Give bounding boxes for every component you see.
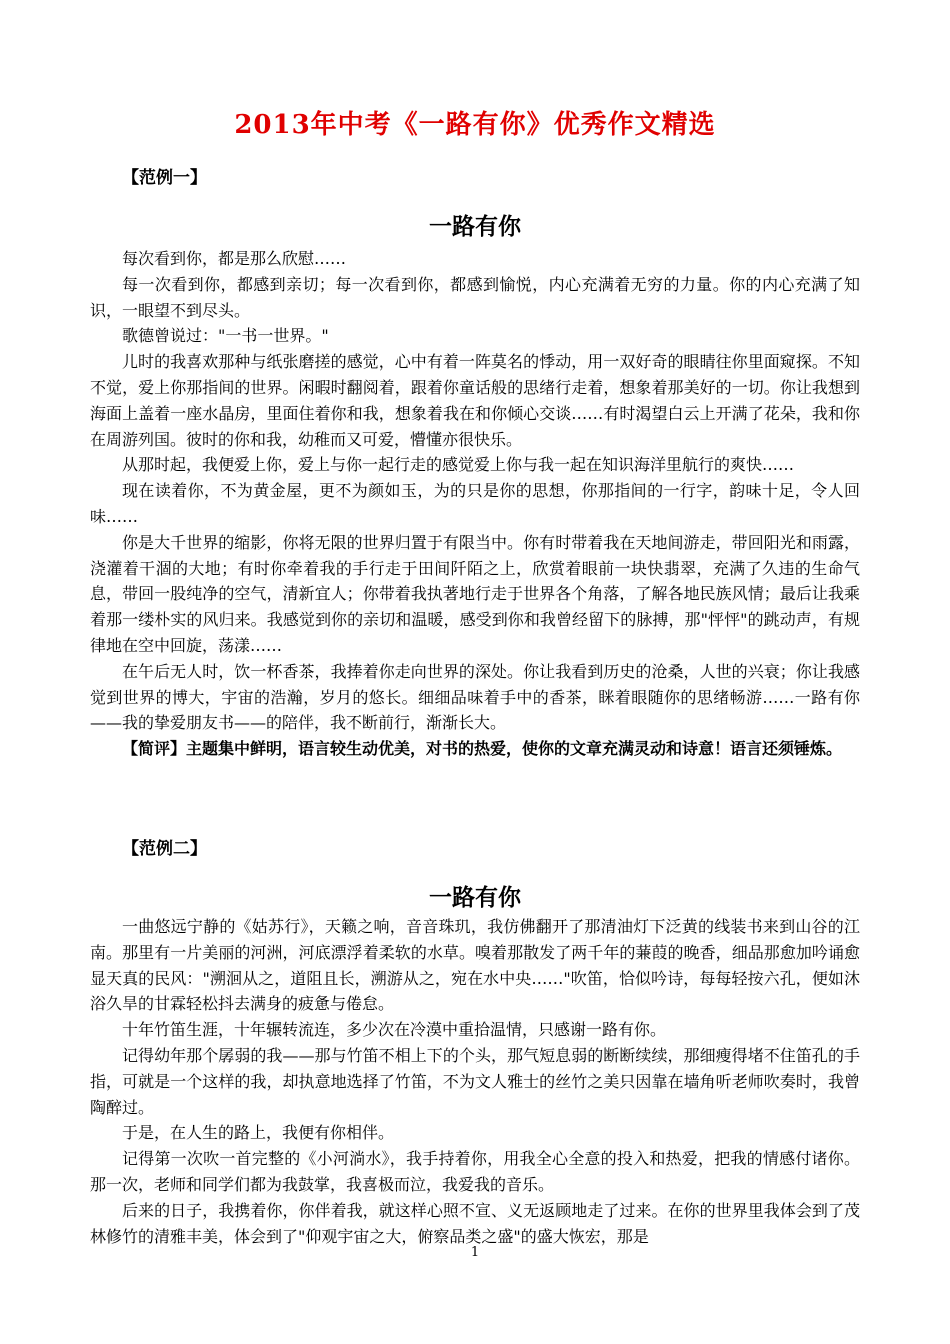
paragraph: 每次看到你，都是那么欣慰…… [122,249,347,268]
paragraph: 于是，在人生的路上，我便有你相伴。 [122,1123,395,1143]
example1-label: 【范例一】 [122,168,207,188]
page-number: 1 [470,1245,480,1260]
paragraph: 现在读着你，不为黄金屋，更不为颜如玉，为的只是你的思想，你那指间的一行字，韵味十足，令人回味…… [90,481,860,526]
example1-title: 一路有你 [429,214,521,240]
example2-label: 【范例二】 [122,839,207,859]
paragraph: 一曲悠远宁静的《姑苏行》，天籁之响，音音珠玑，我仿佛翻开了那清油灯下泛黄的线装书来到山谷的江南。那里有一片美丽的河洲，河底漂浮着柔软的水草。嗅着那散发了两千年的蒹葭的晚香，细品那愈加吟诵愈显天真的民风："溯洄从之，道阻且长，溯游从之，宛在水中央……"吹笛，恰似吟诗，每每轻按六孔，便如沐浴久旱的甘霖轻松抖去满身的疲惫与倦怠。 [90,917,860,1014]
example2-title: 一路有你 [429,885,521,911]
paragraph: 十年竹笛生涯，十年辗转流连，多少次在冷漠中重拾温情，只感谢一路有你。 [122,1020,667,1040]
example1-body [90,246,860,762]
paragraph: 从那时起，我便爱上你，爱上与你一起行走的感觉爱上你与我一起在知识海洋里航行的爽快…… [122,455,795,475]
paragraph: 每一次看到你，都感到亲切；每一次看到你，都感到愉悦，内心充满着无穷的力量。你的内心充满了知识，一眼望不到尽头。 [90,274,860,320]
example1-comment: 【简评】主题集中鲜明，语言较生动优美，对书的热爱，使你的文章充满灵动和诗意！语言还须锤炼。 [122,739,843,759]
paragraph: 在午后无人时，饮一杯香茶，我捧着你走向世界的深处。你让我看到历史的沧桑，人世的兴衰；你让我感觉到世界的博大，宇宙的浩瀚，岁月的悠长。细细品味着手中的香茶，眯着眼随你的思绪畅游……一路有你——我的挚爱朋友书——的陪伴，我不断前行，渐渐长大。 [90,661,860,733]
paragraph: 记得幼年那个孱弱的我——那与竹笛不相上下的个头，那气短息弱的断断续续，那细瘦得堵不住笛孔的手指，可就是一个这样的我，却执意地选择了竹笛，不为文人雅士的丝竹之美只因靠在墙角听老师吹奏时，我曾陶醉过。 [90,1045,860,1117]
paragraph: 后来的日子，我携着你，你伴着我，就这样心照不宣、义无返顾地走了过来。在你的世界里我体会到了茂林修竹的清雅丰美，体会到了"仰观宇宙之大，俯察品类之盛"的盛大恢宏，那是 [90,1200,860,1246]
document-title: 2013年中考《一路有你》优秀作文精选 [234,110,716,140]
example2-body [90,914,860,1249]
paragraph: 你是大千世界的缩影，你将无限的世界归置于有限当中。你有时带着我在天地间游走，带回阳光和雨露，浇灌着干涸的大地；有时你牵着我的手行走于田间阡陌之上，欣赏着眼前一块快翡翠，充满了久违的生命气息，带回一股纯净的空气，清新宜人；你带着我执著地行走于世界各个角落，了解各地民族风情；最后让我乘着那一缕朴实的风归来。我感觉到你的亲切和温暖，感受到你和我曾经留下的脉搏，那"怦怦"的跳动声，有规律地在空中回旋，荡漾…… [90,532,860,655]
paragraph: 儿时的我喜欢那种与纸张磨搓的感觉，心中有着一阵莫名的悸动，用一双好奇的眼睛往你里面窥探。不知不觉，爱上你那指间的世界。闲暇时翻阅着，跟着你童话般的思绪行走着，想象着那美好的一切。你让我想到海面上盖着一座水晶房，里面住着你和我，想象着我在和你倾心交谈……有时渴望白云上开满了花朵，我和你在周游列国。彼时的你和我，幼稚而又可爱，懵懂亦很快乐。 [90,352,860,449]
paragraph: 歌德曾说过："一书一世界。" [122,326,329,346]
paragraph: 记得第一次吹一首完整的《小河淌水》，我手持着你，用我全心全意的投入和热爱，把我的情感付诸你。那一次，老师和同学们都为我鼓掌，我喜极而泣，我爱我的音乐。 [90,1149,860,1194]
